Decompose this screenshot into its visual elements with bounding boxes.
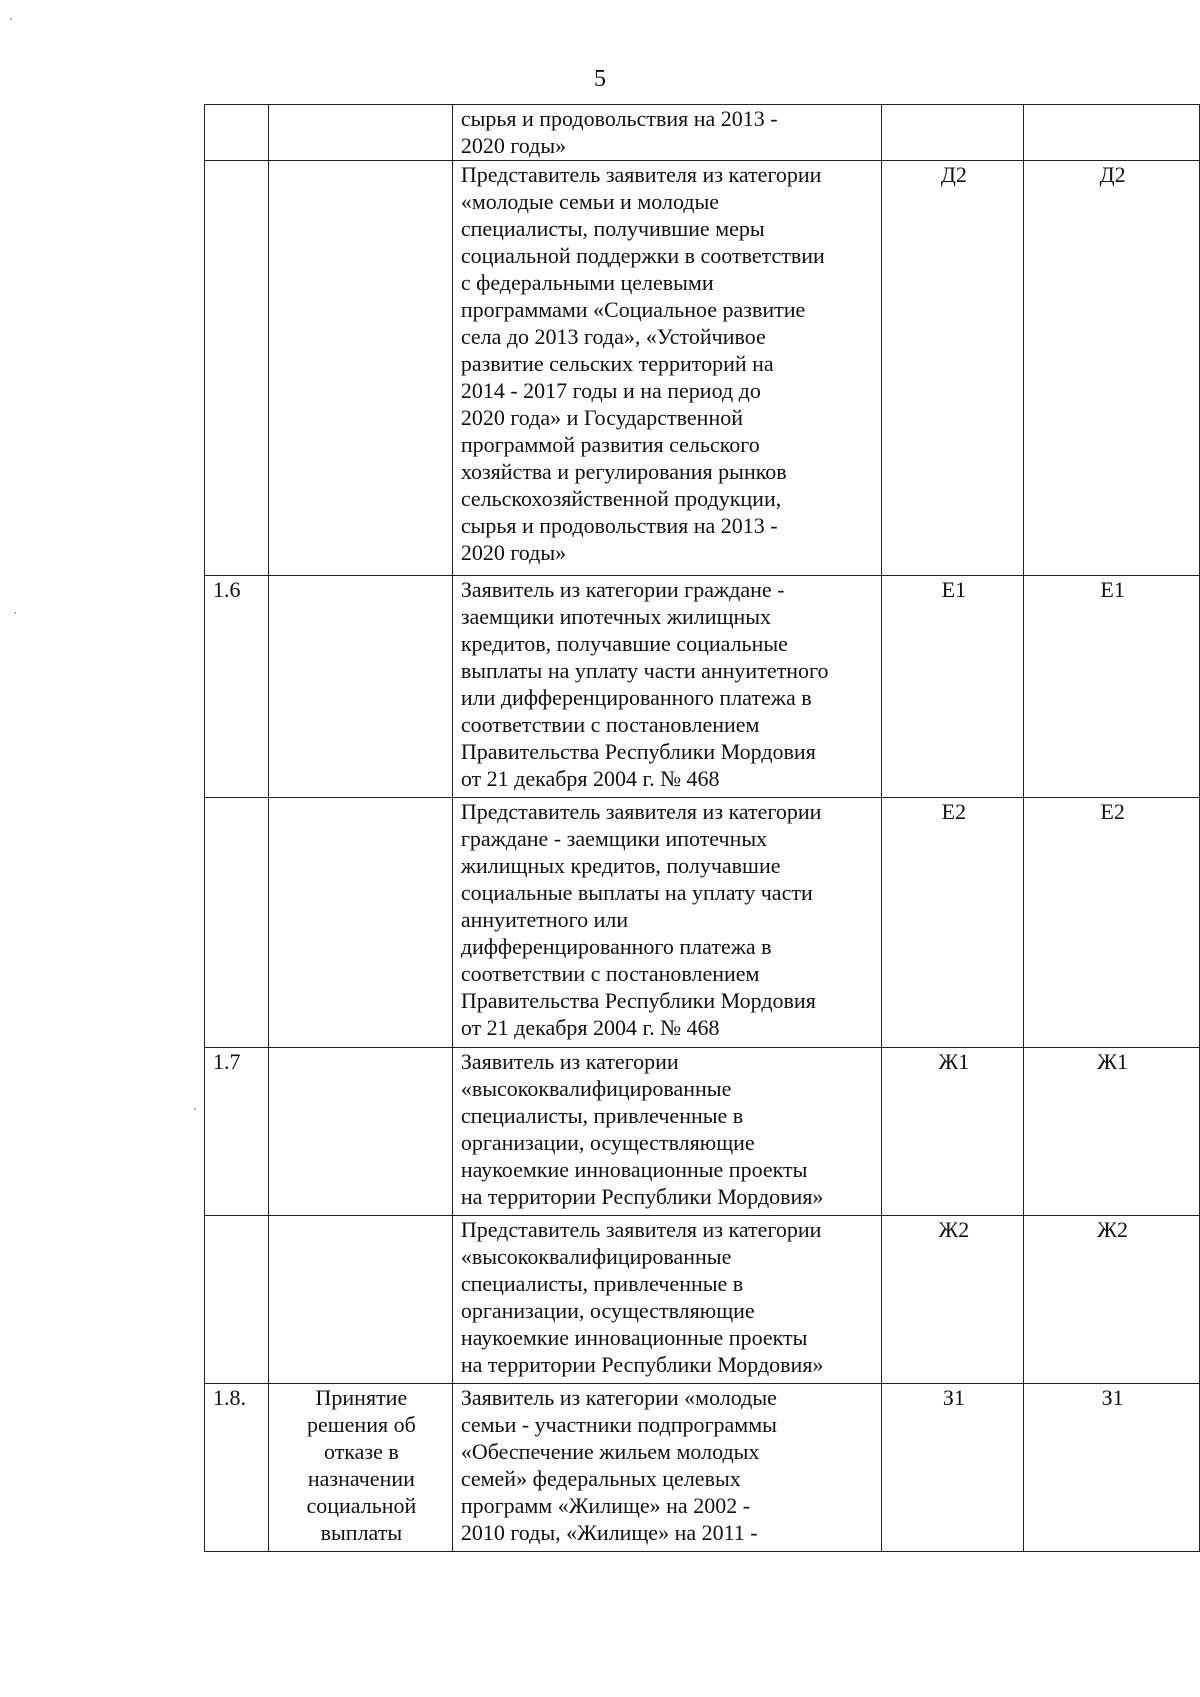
code-cell-b: Ж1 (1024, 1048, 1200, 1216)
category-description-cell: сырья и продовольствия на 2013 - 2020 годы» (452, 105, 882, 161)
row-number-cell (205, 161, 269, 576)
stage-cell (268, 576, 452, 798)
table-row (205, 1216, 1200, 1384)
stage-cell (268, 161, 452, 576)
stage-cell (268, 1216, 452, 1384)
stage-cell (268, 105, 452, 161)
page-number: 5 (594, 66, 606, 92)
code-cell-a (882, 105, 1024, 161)
row-number-cell: 1.8. (205, 1384, 269, 1552)
code-cell-b: Е1 (1024, 576, 1200, 798)
stage-cell (268, 1048, 452, 1216)
table-row (205, 1048, 1200, 1216)
category-description-cell: Представитель заявителя из категории «высококвалифицированные специалисты, привлеченные в организации, осуществляющие наукоемкие инновационные проекты на территории Республики Мордовия» (452, 1216, 882, 1384)
code-cell-b: Д2 (1024, 161, 1200, 576)
scan-speck (14, 612, 16, 614)
table-row (205, 105, 1200, 161)
code-cell-a: Д2 (882, 161, 1024, 576)
table-row (205, 161, 1200, 576)
code-cell-b (1024, 105, 1200, 161)
table-row (205, 1384, 1200, 1552)
classification-table (204, 104, 1200, 1552)
code-cell-a: Е2 (882, 798, 1024, 1048)
code-cell-b: Ж2 (1024, 1216, 1200, 1384)
row-number-cell (205, 798, 269, 1048)
code-cell-a: Ж1 (882, 1048, 1024, 1216)
code-cell-b: З1 (1024, 1384, 1200, 1552)
scan-speck (194, 1108, 196, 1110)
row-number-cell: 1.7 (205, 1048, 269, 1216)
code-cell-a: Е1 (882, 576, 1024, 798)
category-description-cell: Представитель заявителя из категории граждане - заемщики ипотечных жилищных кредитов, получавшие социальные выплаты на уплату части аннуитетного или дифференцированного платежа в соответствии с постановлением Правительства Республики Мордовия от 21 декабря 2004 г. № 468 (452, 798, 882, 1048)
row-number-cell (205, 105, 269, 161)
stage-cell: Принятие решения об отказе в назначении социальной выплаты (268, 1384, 452, 1552)
table-row (205, 798, 1200, 1048)
category-description-cell: Заявитель из категории «высококвалифицированные специалисты, привлеченные в организации, осуществляющие наукоемкие инновационные проекты на территории Республики Мордовия» (452, 1048, 882, 1216)
category-description-cell: Заявитель из категории граждане - заемщики ипотечных жилищных кредитов, получавшие социальные выплаты на уплату части аннуитетного или дифференцированного платежа в соответствии с постановлением Правительства Республики Мордовия от 21 декабря 2004 г. № 468 (452, 576, 882, 798)
table-row (205, 576, 1200, 798)
category-description-cell: Представитель заявителя из категории «молодые семьи и молодые специалисты, получившие меры социальной поддержки в соответствии с федеральными целевыми программами «Социальное развитие села до 2013 года», «Устойчивое развитие сельских территорий на 2014 - 2017 годы и на период до 2020 года» и Государственной программой развития сельского хозяйства и регулирования рынков сельскохозяйственной продукции, сырья и продовольствия на 2013 - 2020 годы» (452, 161, 882, 576)
row-number-cell: 1.6 (205, 576, 269, 798)
category-description-cell: Заявитель из категории «молодые семьи - участники подпрограммы «Обеспечение жильем молодых семей» федеральных целевых программ «Жилище» на 2002 - 2010 годы, «Жилище» на 2011 - (452, 1384, 882, 1552)
code-cell-a: З1 (882, 1384, 1024, 1552)
stage-cell (268, 798, 452, 1048)
code-cell-a: Ж2 (882, 1216, 1024, 1384)
code-cell-b: Е2 (1024, 798, 1200, 1048)
scan-speck (10, 18, 12, 20)
row-number-cell (205, 1216, 269, 1384)
